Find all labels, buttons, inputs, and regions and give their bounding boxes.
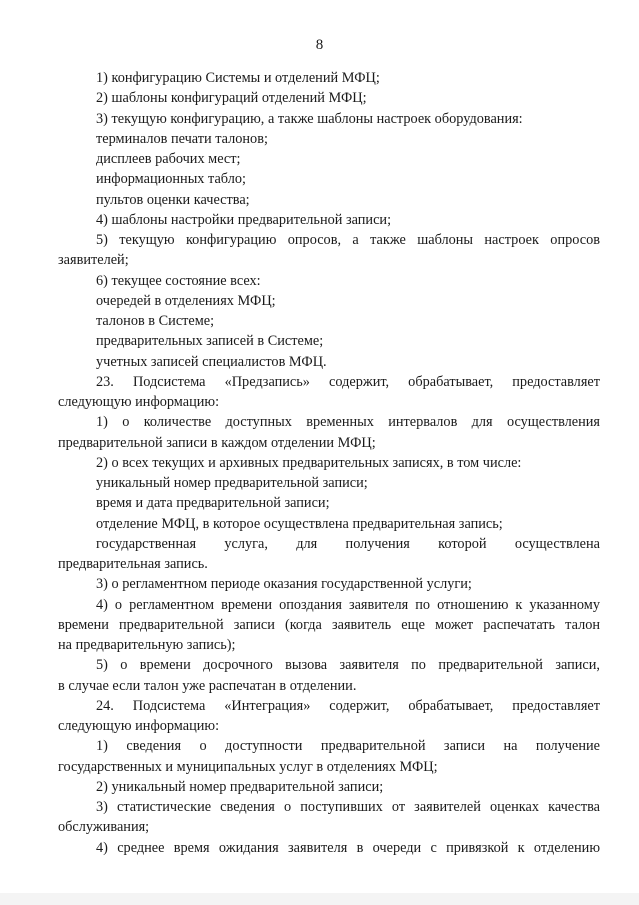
- text-line: 2) шаблоны конфигураций отделений МФЦ;: [96, 90, 367, 107]
- text-line: время и дата предварительной записи;: [96, 495, 330, 512]
- text-line: 1) конфигурацию Системы и отделений МФЦ;: [96, 70, 380, 86]
- text-line: 4) о регламентном времени опоздания заявителя по отношению к указанному: [96, 596, 600, 613]
- text-line: дисплеев рабочих мест;: [96, 151, 241, 167]
- text-line: государственных и муниципальных услуг в отделениях МФЦ;: [58, 758, 438, 775]
- text-line: 2) о всех текущих и архивных предварительных записях, в том числе:: [96, 454, 522, 471]
- text-line: обслуживания;: [58, 819, 150, 836]
- text-line: 5) о времени досрочного вызова заявителя по предварительной записи,: [96, 657, 600, 674]
- scan-edge: [0, 893, 639, 905]
- text-line: следующую информацию:: [58, 718, 220, 734]
- text-line: на предварительную запись);: [58, 637, 236, 653]
- text-line: отделение МФЦ, в которое осуществлена предварительная запись;: [96, 515, 503, 532]
- text-line: учетных записей специалистов МФЦ.: [96, 353, 327, 370]
- text-line: 5) текущую конфигурацию опросов, а также шаблоны настроек опросов: [96, 232, 600, 248]
- text-line: талонов в Системе;: [96, 313, 215, 329]
- text-line: 1) сведения о доступности предварительной записи на получение: [96, 738, 600, 755]
- page-number: 8: [315, 37, 324, 53]
- text-line: предварительной записи в каждом отделении МФЦ;: [58, 434, 376, 451]
- text-line: 4) шаблоны настройки предварительной записи;: [96, 211, 392, 228]
- text-line: предварительных записей в Системе;: [96, 333, 324, 350]
- text-line: 4) среднее время ожидания заявителя в очереди с привязкой к отделению: [96, 839, 600, 856]
- text-line: пультов оценки качества;: [96, 191, 250, 208]
- text-line: 23. Подсистема «Предзапись» содержит, обрабатывает, предоставляет: [96, 373, 600, 390]
- text-line: предварительная запись.: [58, 556, 208, 572]
- text-line: заявителей;: [58, 252, 129, 269]
- document-body: [58, 68, 600, 858]
- text-line: следующую информацию:: [58, 394, 220, 410]
- text-line: очередей в отделениях МФЦ;: [96, 292, 276, 309]
- text-line: времени предварительной записи (когда заявитель еще может распечатать талон: [58, 616, 600, 633]
- text-line: 2) уникальный номер предварительной записи;: [96, 778, 384, 795]
- text-line: информационных табло;: [96, 171, 246, 188]
- text-line: 3) о регламентном периоде оказания государственной услуги;: [96, 576, 472, 593]
- text-line: уникальный номер предварительной записи;: [96, 475, 368, 491]
- text-line: государственная услуга, для получения которой осуществлена: [96, 535, 600, 552]
- text-line: 1) о количестве доступных временных интервалов для осуществления: [96, 414, 600, 431]
- text-line: терминалов печати талонов;: [96, 130, 268, 147]
- text-line: 6) текущее состояние всех:: [96, 272, 261, 289]
- text-line: 3) текущую конфигурацию, а также шаблоны настроек оборудования:: [96, 110, 523, 127]
- text-line: 24. Подсистема «Интеграция» содержит, обрабатывает, предоставляет: [96, 697, 600, 714]
- text-line: в случае если талон уже распечатан в отделении.: [58, 677, 357, 694]
- text-line: 3) статистические сведения о поступивших от заявителей оценках качества: [96, 799, 600, 815]
